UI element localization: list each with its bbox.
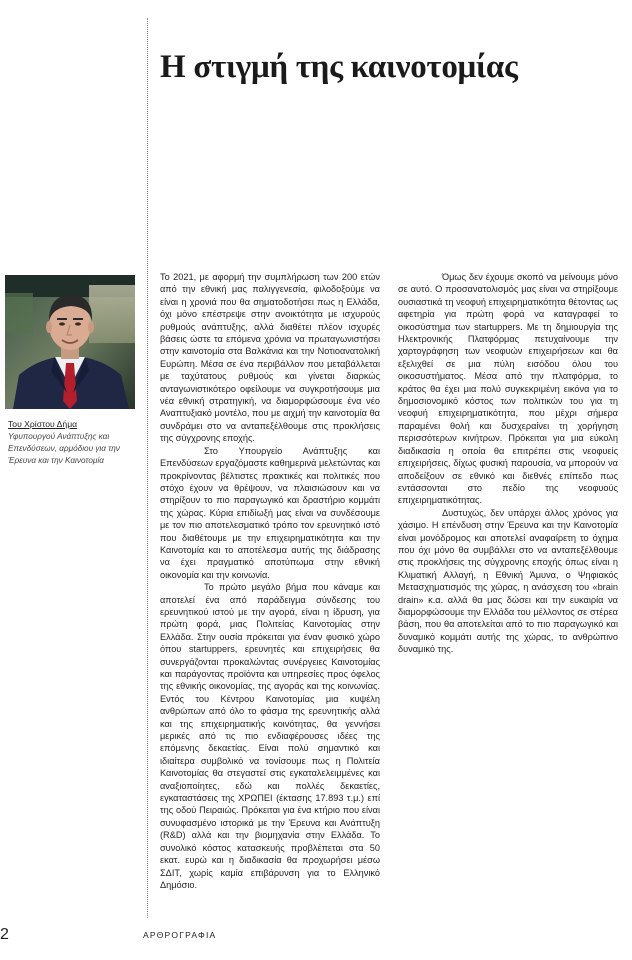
author-photo bbox=[5, 275, 135, 409]
article-paragraph: Όμως δεν έχουμε σκοπό να μείνουμε μόνο σε αυτό. Ο προσανατολισμός μας είναι να στηρίξουμε ουσιαστικά τη νεοφυή επιχειρηματικότητα θέτοντας ως αφετηρία για πρώτη φορά να καταγραφεί το οικοσύστημα των startuppers. Με τη δημιουργία της Ηλεκτρονικής Πλατφόρμας πετυχαίνουμε την χαρτογράφηση των νεοφυών επιχειρήσεων και θα εξελιχθεί σε μια πύλη εισόδου όλου του οικοσυστήματος. Μέσα από την πλατφόρμα, το κράτος θα έχει μια πολύ συγκεκριμένη εικόνα για το δημοσιονομικό κόστος των πολιτικών του για τη νεοφυή επιχειρηματικότητα, που μέχρι σήμερα παραμένει θολή και δυσχεραίνει τη χορήγηση περισσότερων κινήτρων. Πρόκειται για μια εύκολη διαδικασία η οποία θα επιτρέπει στις νεοφυείς επιχειρήσεις, δίχως φυσική παρουσία, να μπορούν να αποδείξουν σε εθνικό και διεθνές επίπεδο πως εντάσσονται στο πεδίο της νεοφυούς επιχειρηματικότητας. bbox=[398, 272, 618, 506]
author-name: Του Χρίστου Δήμα bbox=[8, 419, 78, 429]
article-paragraph: Στο Υπουργείο Ανάπτυξης και Επενδύσεων εργαζόμαστε καθημερινά μελετώντας και προκρίνοντας βέλτιστες πρακτικές και πολιτικές που στόχο έχουν να θρέψουν, να πλαισιώσουν και να στηρίξουν το πιο παραγωγικό και δραστήριο κομμάτι της χώρας. Κύρια επιδίωξή μας είναι να συνδέσουμε με τον πιο αποτελεσματικό τρόπο τον ερευνητικό ιστό που διαθέτουμε με την επιχειρηματικότητα και την Καινοτομία και το αποτέλεσμα αυτής της διάδρασης να έχει πραγματικό αποτύπωμα στην εθνική οικονομία και την κοινωνία. bbox=[160, 445, 380, 580]
column-divider bbox=[147, 18, 148, 918]
article-body bbox=[160, 271, 618, 903]
article-paragraph: Το 2021, με αφορμή την συμπλήρωση των 200 ετών από την εθνική μας παλιγγενεσία, φιλοδοξούμε να είναι η χρονιά που θα σηματοδοτήσει πως η Ελλάδα, όχι μόνο επέστρεψε στην ανοικτότητα με ισχυρούς ρυθμούς ανάπτυξης, αλλά διαθέτει πλέον ισχυρές βάσεις ώστε τα επόμενα χρόνια να πρωταγωνιστήσει στην καινοτομία στα Βαλκάνια και την Νοτιοανατολική Ευρώπη. Μέσα σε ένα περιβάλλον που μεταβάλλεται με ταχύτατους ρυθμούς και γίνεται διαρκώς ανταγωνιστικότερο οφείλουμε να συγκροτήσουμε μια νέα εθνική στρατηγική, να διαμορφώσουμε ένα νέο Αναπτυξιακό μοντέλο, που με αιχμή την καινοτομία θα συνδράμει στο να ανταπεξέλθουμε στις προκλήσεις της σύγχρονης εποχής. bbox=[160, 272, 380, 444]
article-paragraph: Το πρώτο μεγάλο βήμα που κάναμε και αποτελεί ένα από παράδειγμα σύνδεσης του ερευνητικού ιστού με την αγορά, είναι η ίδρυση, για πρώτη φορά, μιας Πολιτείας Καινοτομίας στην Ελλάδα. Στην ουσία πρόκειται για έναν φυσικό χώρο όπου startuppers, ερευνητές και επιχειρήσεις θα συνεργάζονται προκαλώντας συνέργειες Καινοτομίας και παράγοντας προϊόντα και υπηρεσίες προς όφελος της εθνικής οικονομίας, της αγοράς και της κοινωνίας. Εντός του Κέντρου Καινοτομίας μια κυψέλη ανθρώπων από όλο το φάσμα της ερευνητικής αλλά και της επιχειρηματικής κοινότητας, θα γεννήσει μερικές από τις πιο ενδιαφέρουσες ιδέες της επόμενης δεκαετίας. Είναι πολύ σημαντικό και ιδιαίτερα συμβολικό να τονίσουμε πως η Πολιτεία Καινοτομίας θα στεγαστεί στις εγκαταλελειμμένες και αναξιοποίητες, εδώ και πολλές δεκαετίες, εγκαταστάσεις της ΧΡΩΠΕΙ (έκτασης 17.893 τ.μ.) επί της οδού Πειραιώς. Πρόκειται για ένα κτήριο που είναι συνυφασμένο ιστορικά με την Έρευνα και Ανάπτυξη (R&D) αλλά και την βιομηχανία στην Ελλάδα. Το συνολικό κόστος κατασκευής προβλέπεται στα 50 εκατ. ευρώ και η διαδικασία θα προχωρήσει μέσω ΣΔΙΤ, χωρίς καμία επιβάρυνση για το Ελληνικό Δημόσιο. bbox=[160, 582, 380, 890]
page-number: 2 bbox=[0, 926, 9, 943]
author-portrait-image bbox=[5, 275, 135, 409]
author-role: Υφυπουργού Ανάπτυξης και Επενδύσεων, αρμόδιου για την Έρευνα και την Καινοτομία bbox=[8, 432, 120, 465]
section-label: ΑΡΘΡΟΓΡΑΦΙΑ bbox=[143, 930, 217, 940]
page-title: Η στιγμή της καινοτομίας bbox=[160, 49, 518, 86]
article-paragraph: Δυστυχώς, δεν υπάρχει άλλος χρόνος για χάσιμο. Η επένδυση στην Έρευνα και την Καινοτομία είναι μονόδρομος και αποτελεί αναφαίρετη το όχημα που όχι μόνο θα συμβάλλει στο να ανταπεξέλθουμε στις προκλήσεις της σύγχρονης εποχής όπως είναι η Κλιματική Αλλαγή, η Εθνική Άμυνα, ο Ψηφιακός Μετασχηματισμός της χώρας, η ανάσχεση του «brain drain» κ.α. αλλά θα μας δώσει και την ευκαιρία να διαμορφώσουμε την Ελλάδα του μέλλοντος σε στέρεα βάση, που θα αποτελείται από το πιο παραγωγικό και δυναμικό κομμάτι αυτής της χώρας, το ανθρώπινο δυναμικό της. bbox=[398, 507, 618, 655]
